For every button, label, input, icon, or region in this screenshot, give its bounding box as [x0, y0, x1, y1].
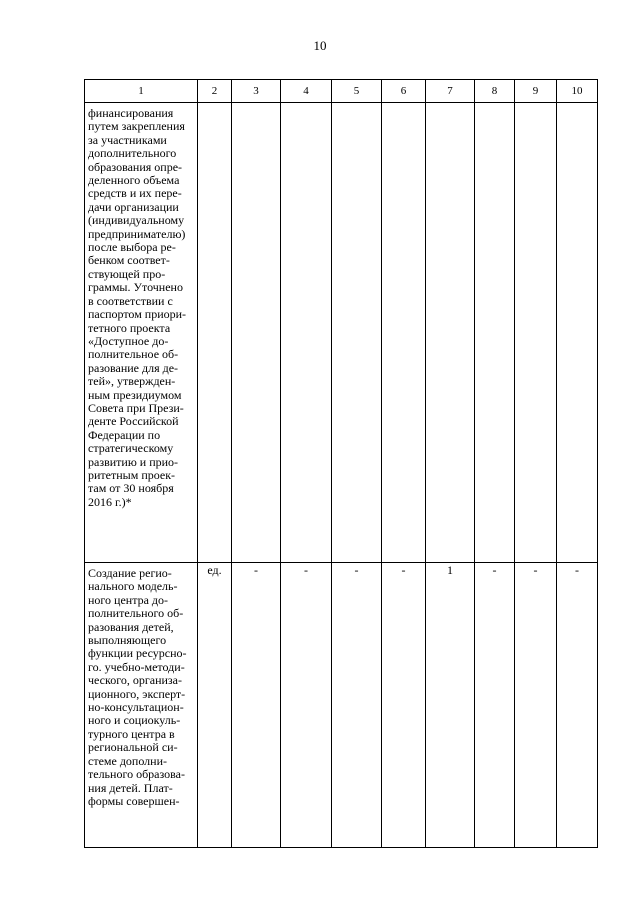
column-header: 6: [382, 80, 426, 103]
row-description: [85, 563, 198, 848]
column-header: 10: [557, 80, 598, 103]
table-cell: [426, 103, 475, 563]
table-row: [85, 563, 598, 848]
table-cell: [281, 103, 332, 563]
table-cell: [198, 103, 232, 563]
table-cell: 1: [426, 563, 475, 848]
table-cell: -: [475, 563, 515, 848]
column-header: 2: [198, 80, 232, 103]
table-cell: ед.: [198, 563, 232, 848]
table-cell: [515, 103, 557, 563]
table-cell: -: [281, 563, 332, 848]
page-number: 10: [313, 38, 327, 53]
data-table: [84, 79, 598, 848]
table-row: [85, 103, 598, 563]
table-cell: [382, 103, 426, 563]
table-cell: [557, 103, 598, 563]
table-cell: [332, 103, 382, 563]
table-cell: [232, 103, 281, 563]
column-header: 5: [332, 80, 382, 103]
row-description: [85, 103, 198, 563]
row-description-text: Создание регио- нального модель- ного центра до- полнительного об- разования детей, выполняющего функции ресурсно- го. учебно-методи- ческого, организа- ционного, эксперт- но-консультацион- ного и социокуль- турного центра в региональной си- стеме дополни- тельного образова- ния детей. Плат- формы совершен-: [88, 566, 187, 808]
table-cell: -: [332, 563, 382, 848]
column-header: 9: [515, 80, 557, 103]
column-header: 8: [475, 80, 515, 103]
table-cell: -: [232, 563, 281, 848]
table-cell: -: [515, 563, 557, 848]
table-header-row: [85, 80, 598, 103]
column-header: 3: [232, 80, 281, 103]
column-header: 4: [281, 80, 332, 103]
table-cell: -: [382, 563, 426, 848]
column-header: 1: [85, 80, 198, 103]
table-cell: -: [557, 563, 598, 848]
row-description-text: финансирования путем закрепления за участниками дополнительного образования опре- деленного объема средств и их пере- дачи организации (индивидуальному предпринимателю) после выбора ре- бенком соответ- ствующей про- граммы. Уточнено в соответствии с паспортом приори- тетного проекта «Доступное до- полнительное об- разование для де- тей», утвержден- ным президиумом Совета при Прези- денте Российской Федерации по стратегическому развитию и прио- ритетным проек- там от 30 ноября 2016 г.)*: [88, 106, 187, 509]
column-header: 7: [426, 80, 475, 103]
table-cell: [475, 103, 515, 563]
